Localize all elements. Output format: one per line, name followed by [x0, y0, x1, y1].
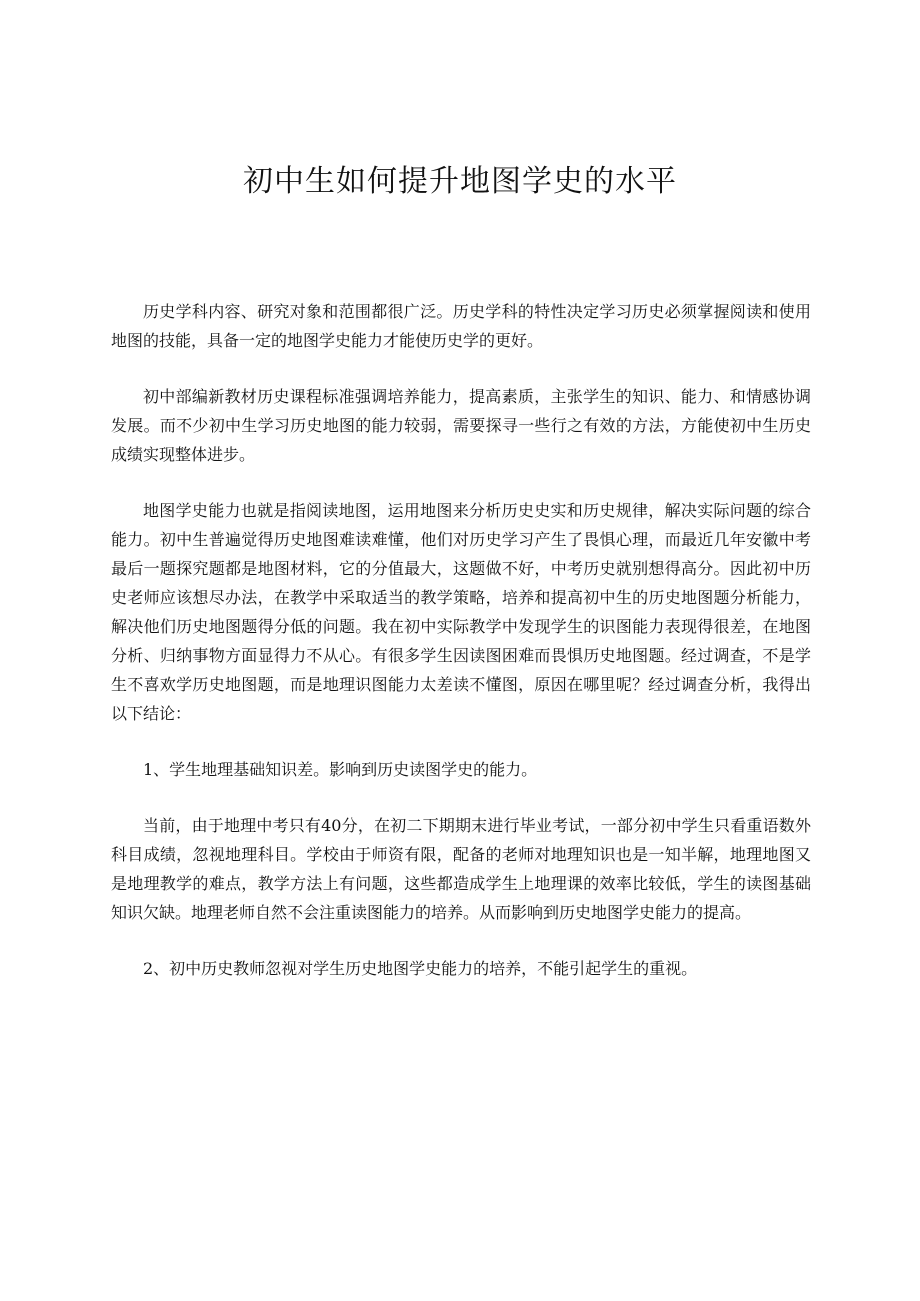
- paragraph-map-ability: 地图学史能力也就是指阅读地图，运用地图来分析历史史实和历史规律，解决实际问题的综合能力。初中生普遍觉得历史地图难读难懂，他们对历史学习产生了畏惧心理，而最近几年安徽中考最后一题探究题都是地图材料，它的分值最大，这题做不好，中考历史就别想得高分。因此初中历史老师应该想尽办法，在教学中采取适当的教学策略，培养和提高初中生的历史地图题分析能力，解决他们历史地图题得分低的问题。我在初中实际教学中发现学生的识图能力表现得很差，在地图分析、归纳事物方面显得力不从心。有很多学生因读图困难而畏惧历史地图题。经过调查，不是学生不喜欢学历史地图题，而是地理识图能力太差读不懂图，原因在哪里呢？经过调查分析，我得出以下结论：: [111, 501, 811, 723]
- paragraph-point-2: 2、初中历史教师忽视对学生历史地图学史能力的培养，不能引起学生的重视。: [143, 959, 698, 978]
- paragraph-curriculum: 初中部编新教材历史课程标准强调培养能力，提高素质，主张学生的知识、能力、和情感协调发展。而不少初中生学习历史地图的能力较弱，需要探寻一些行之有效的方法，方能使初中生历史成绩实现整体进步。: [111, 387, 811, 464]
- document-body: [111, 297, 811, 983]
- paragraph-geography-background: 当前，由于地理中考只有40分，在初二下期期末进行毕业考试，一部分初中学生只看重语数外科目成绩，忽视地理科目。学校由于师资有限，配备的老师对地理知识也是一知半解，地理地图又是地理教学的难点，教学方法上有问题，这些都造成学生上地理课的效率比较低，学生的读图基础知识欠缺。地理老师自然不会注重读图能力的培养。从而影响到历史地图学史能力的提高。: [111, 816, 811, 922]
- document-title: 初中生如何提升地图学史的水平: [243, 164, 677, 199]
- paragraph-intro: 历史学科内容、研究对象和范围都很广泛。历史学科的特性决定学习历史必须掌握阅读和使用地图的技能，具备一定的地图学史能力才能使历史学的更好。: [111, 302, 811, 350]
- paragraph-point-1: 1、学生地理基础知识差。影响到历史读图学史的能力。: [143, 760, 538, 779]
